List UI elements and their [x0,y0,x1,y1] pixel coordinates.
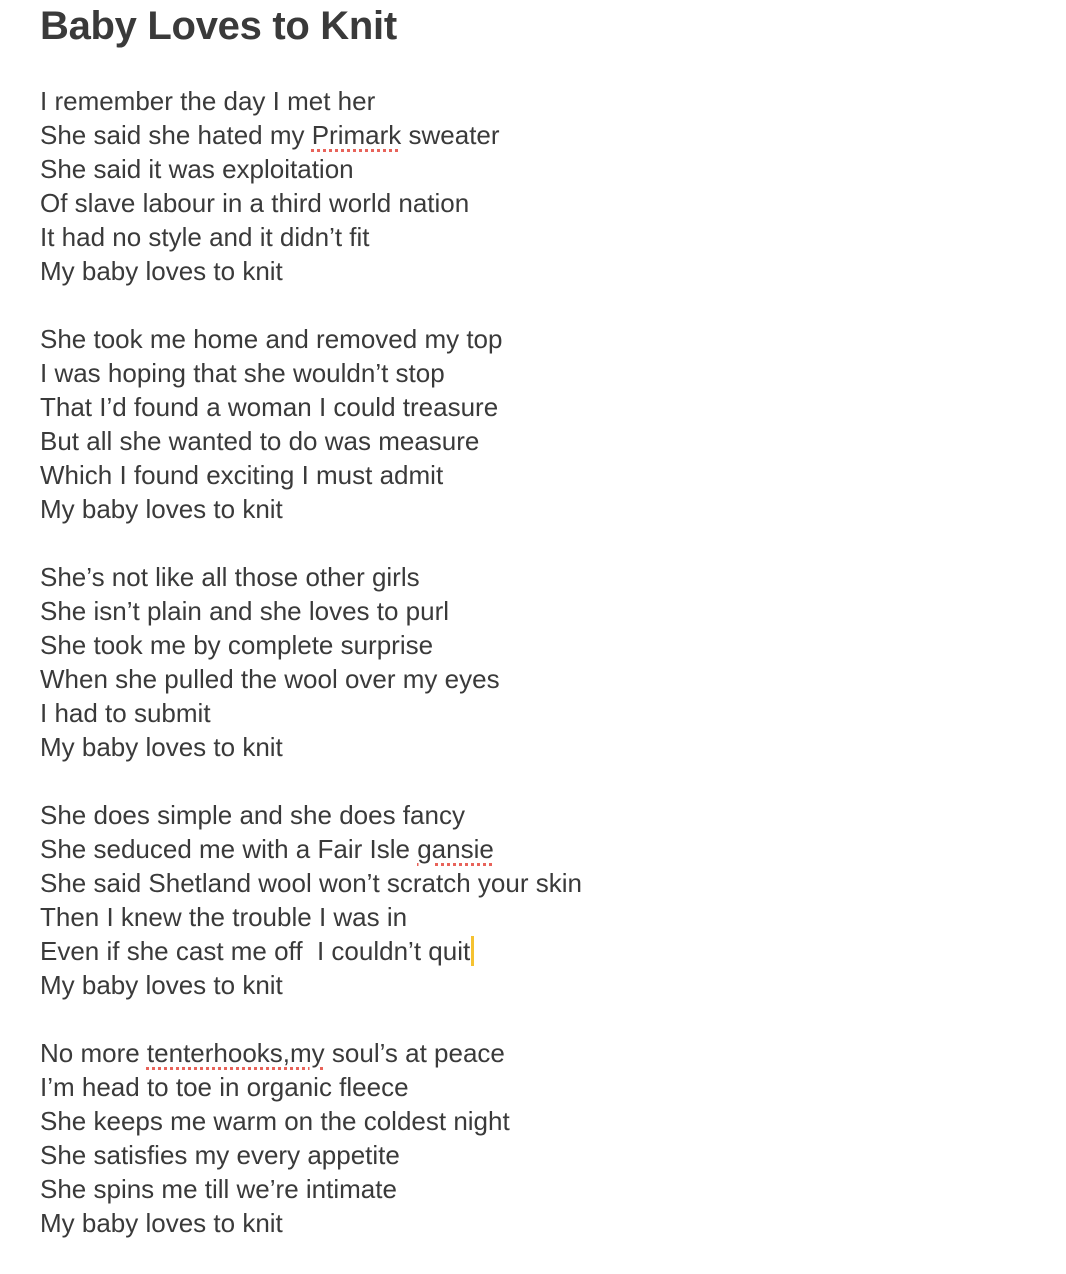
line-text: Even if she cast me off I couldn’t quit [40,936,471,966]
poem-line[interactable] [40,424,1040,458]
poem-line[interactable] [40,390,1040,424]
line-text: I remember the day I met her [40,86,376,116]
poem-line[interactable] [40,866,1040,900]
poem-line[interactable] [40,900,1040,934]
poem-line[interactable] [40,186,1040,220]
poem-line[interactable] [40,458,1040,492]
line-text: She took me home and removed my top [40,324,503,354]
line-text: When she pulled the wool over my eyes [40,664,500,694]
poem-line[interactable] [40,1206,1040,1240]
poem-line[interactable] [40,594,1040,628]
poem-line[interactable] [40,492,1040,526]
poem-line[interactable] [40,696,1040,730]
document-body[interactable] [40,84,1040,1240]
line-text: No more [40,1038,147,1068]
line-text: She said Shetland wool won’t scratch your skin [40,868,582,898]
poem-line[interactable] [40,118,1040,152]
poem-line[interactable] [40,84,1040,118]
poem-line[interactable] [40,730,1040,764]
line-text: I’m head to toe in organic fleece [40,1072,409,1102]
line-text: My baby loves to knit [40,970,283,1000]
document-title[interactable]: Baby Loves to Knit [40,4,397,48]
line-text: I was hoping that she wouldn’t stop [40,358,445,388]
line-text: But all she wanted to do was measure [40,426,480,456]
misspelled-word[interactable]: gansie [417,834,494,864]
poem-line[interactable] [40,220,1040,254]
line-text: She keeps me warm on the coldest night [40,1106,510,1136]
line-text: That I’d found a woman I could treasure [40,392,499,422]
line-text: sweater [401,120,500,150]
stanza [40,798,1040,1002]
line-text: Of slave labour in a third world nation [40,188,470,218]
poem-line[interactable] [40,560,1040,594]
stanza [40,322,1040,526]
line-text: She seduced me with a Fair Isle [40,834,418,864]
line-text: My baby loves to knit [40,494,283,524]
poem-line[interactable] [40,356,1040,390]
poem-line[interactable] [40,1138,1040,1172]
line-text: She said she hated my [40,120,312,150]
misspelled-word[interactable]: Primark [311,120,402,150]
line-text: My baby loves to knit [40,1208,283,1238]
stanza [40,84,1040,288]
text-cursor [471,936,474,966]
line-text: soul’s at peace [324,1038,505,1068]
line-text: I had to submit [40,698,211,728]
poem-line[interactable] [40,1104,1040,1138]
line-text: My baby loves to knit [40,256,283,286]
line-text: She isn’t plain and she loves to purl [40,596,450,626]
line-text: She’s not like all those other girls [40,562,420,592]
poem-line[interactable] [40,1070,1040,1104]
line-text: Which I found exciting I must admit [40,460,444,490]
line-text: She spins me till we’re intimate [40,1174,397,1204]
stanza [40,1036,1040,1240]
poem-line[interactable] [40,628,1040,662]
line-text: She said it was exploitation [40,154,354,184]
line-text: She took me by complete surprise [40,630,434,660]
line-text: She does simple and she does fancy [40,800,465,830]
line-text: It had no style and it didn’t fit [40,222,370,252]
poem-line[interactable] [40,662,1040,696]
poem-line[interactable] [40,832,1040,866]
poem-line[interactable] [40,1172,1040,1206]
poem-line[interactable] [40,254,1040,288]
poem-line[interactable] [40,934,1040,968]
poem-line[interactable] [40,1036,1040,1070]
line-text: She satisfies my every appetite [40,1140,400,1170]
document[interactable] [40,0,1040,1274]
stanza [40,560,1040,764]
poem-line[interactable] [40,322,1040,356]
line-text: Then I knew the trouble I was in [40,902,408,932]
poem-line[interactable] [40,798,1040,832]
line-text: My baby loves to knit [40,732,283,762]
misspelled-word[interactable]: tenterhooks,my [146,1038,325,1068]
poem-line[interactable] [40,152,1040,186]
poem-line[interactable] [40,968,1040,1002]
